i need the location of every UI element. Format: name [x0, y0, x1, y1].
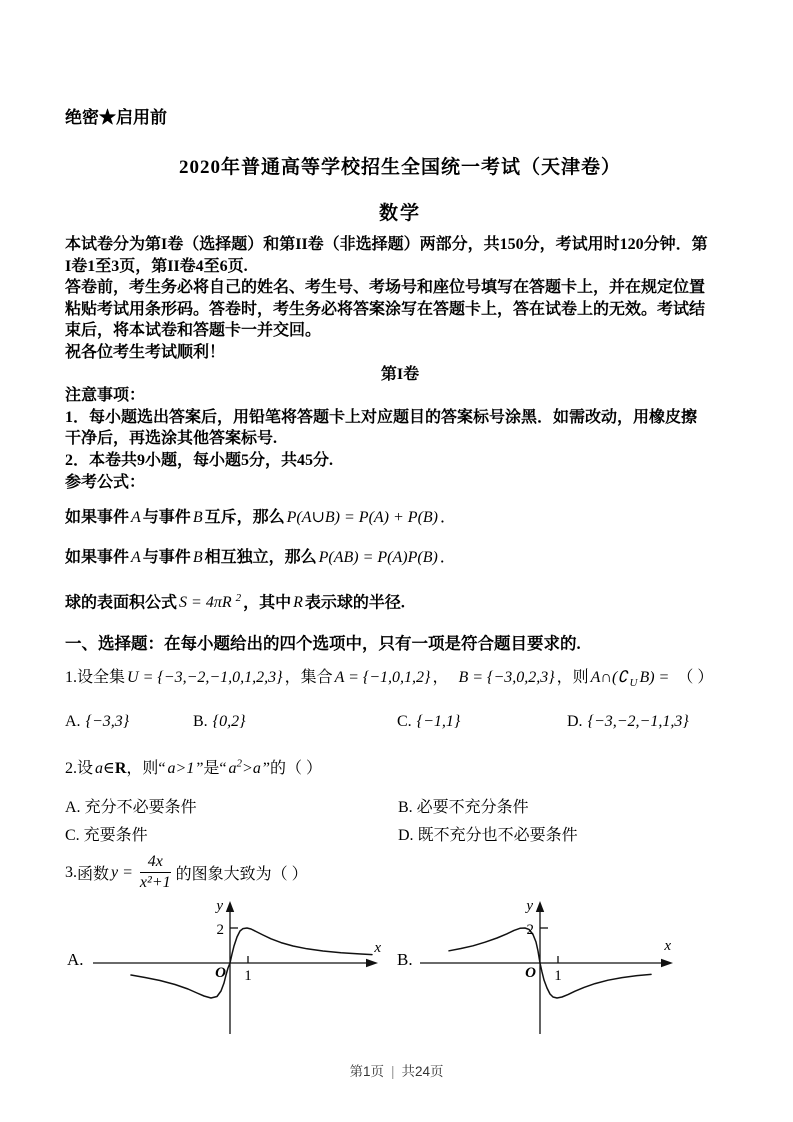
question-text: ，: [432, 669, 449, 687]
origin-label: O: [215, 965, 226, 982]
question-3-graphs: [65, 898, 735, 1040]
formula-text: 如果事件: [65, 549, 130, 567]
note-line-2: 干净后，再选涂其他答案标号.: [65, 430, 278, 448]
set-b: B = {−3,0,2,3}: [458, 669, 555, 687]
complement-subscript: U: [629, 677, 638, 690]
question-text: 设: [77, 759, 94, 777]
set-a: A = {−1,0,1,2}: [334, 669, 431, 687]
condition-2-rest: >a: [242, 759, 261, 777]
formula-text: 如果事件: [65, 509, 130, 527]
x-axis-label: x: [664, 938, 671, 955]
radius-symbol: R: [293, 594, 303, 612]
x-tick-label: 1: [554, 968, 562, 985]
probability-formula: P(AB) = P(A)P(B): [318, 549, 438, 567]
question-1-options: [65, 713, 735, 731]
function-fraction: [137, 853, 174, 893]
multiple-choice-section-title: 一、选择题：在每小题给出的四个选项中，只有一项是符合题目要求的.: [65, 634, 581, 654]
option-value: 充要条件: [83, 826, 148, 844]
option-value: 既不充分也不必要条件: [417, 826, 578, 844]
y-tick-label: 2: [216, 922, 224, 939]
function-lhs: y =: [111, 863, 133, 881]
fraction-numerator: 4x: [140, 853, 171, 873]
question-1: [65, 664, 735, 689]
option-c: [397, 713, 567, 731]
option-label: D.: [398, 826, 414, 844]
intro-line-1: 本试卷分为第I卷（选择题）和第II卷（非选择题）两部分，共150分，考试用时120分钟．第: [65, 236, 708, 253]
exponent: 2: [235, 592, 242, 605]
option-d: [567, 713, 735, 731]
option-label: C.: [65, 826, 80, 844]
option-value: 充分不必要条件: [84, 798, 197, 816]
option-value: {0,2}: [212, 712, 246, 730]
condition-2-exponent: 2: [236, 757, 243, 770]
question-number: 2.: [65, 759, 77, 777]
x-tick-label: 1: [244, 968, 252, 985]
option-value: 必要不充分条件: [416, 798, 529, 816]
formula-sphere-area: [65, 587, 735, 614]
section1-title: 第I卷: [380, 365, 420, 383]
graph-b-figure: [415, 898, 675, 1040]
question-text: ，则: [556, 669, 589, 687]
intro-block: [65, 234, 735, 493]
option-b: [398, 794, 735, 817]
intro-line-5: 束后，将本试卷和答题卡一并交回。: [65, 322, 322, 340]
option-label: B.: [398, 798, 413, 816]
notes-title: 注意事项：: [65, 387, 146, 405]
question-text: ”的（ ）: [262, 759, 322, 777]
intersection-expression: A∩(∁: [590, 669, 628, 687]
formula-independent: [65, 547, 735, 569]
condition-2-base: a: [228, 759, 237, 777]
event-a-symbol: A: [131, 549, 141, 567]
option-label: D.: [567, 712, 583, 730]
formula-mutually-exclusive: [65, 507, 735, 529]
formula-text: 互斥，那么: [204, 509, 285, 527]
real-numbers-symbol: R: [114, 759, 127, 777]
formula-text: 与事件: [142, 509, 191, 527]
option-b: [193, 713, 397, 731]
question-text: 函数: [77, 866, 110, 884]
x-axis-arrow: [661, 959, 673, 968]
question-2: [65, 755, 735, 778]
intro-line-3: 答卷前，考生务必将自己的姓名、考生号、考场号和座位号填写在答题卡上，并在规定位置: [65, 279, 706, 297]
formula-text: 相互独立，那么: [204, 549, 317, 567]
x-axis-arrow: [366, 959, 378, 968]
option-a: [65, 794, 398, 817]
intro-line-6: 祝各位考生考试顺利！: [65, 343, 226, 361]
question-number: 3.: [65, 863, 77, 881]
graph-option-b: [395, 898, 695, 1040]
question-text: 的图象大致为（ ）: [175, 866, 308, 884]
option-a: [65, 713, 193, 731]
sphere-area-formula: S = 4πR: [179, 594, 232, 612]
question-text: 设全集: [77, 669, 126, 687]
formula-text: 球的表面积公式: [65, 594, 178, 612]
intro-line-4: 粘贴考试用条形码。答卷时，考生务必将答案涂写在答题卡上，答在试卷上的无效。考试结: [65, 300, 706, 318]
option-label: A.: [65, 798, 81, 816]
intro-line-2: I卷1至3页，第II卷4至6页.: [65, 257, 248, 275]
option-value: {−1,1}: [416, 712, 461, 730]
graph-a-figure: [85, 898, 385, 1040]
event-b-symbol: B: [192, 509, 203, 527]
current-page: 第1页: [349, 1064, 384, 1079]
graph-option-a: [65, 898, 395, 1040]
probability-formula: P(A∪B) = P(A) + P(B): [286, 509, 438, 527]
y-axis-arrow: [536, 901, 544, 912]
question-2-options: [65, 794, 735, 845]
note-line-1: 1．每小题选出答案后，用铅笔将答题卡上对应题目的答案标号涂黑．如需改动，用橡皮擦: [65, 408, 698, 426]
origin-label: O: [525, 965, 536, 982]
a-in: a∈: [95, 759, 115, 777]
universal-set: U = {−3,−2,−1,0,1,2,3}: [127, 669, 283, 687]
formula-text: 表示球的半径.: [304, 594, 405, 612]
option-label: A.: [65, 712, 81, 730]
page-footer: [0, 1060, 793, 1080]
formula-period: ．: [440, 509, 457, 527]
condition-1: a>1: [167, 759, 195, 777]
fraction-denominator: x²+1: [139, 874, 171, 892]
exam-subject: 数学: [378, 203, 421, 224]
option-label: C.: [397, 712, 412, 730]
question-text: ，集合: [284, 669, 333, 687]
formula-text: 与事件: [142, 549, 191, 567]
y-axis-arrow: [226, 901, 234, 912]
question-text: ”是“: [196, 759, 227, 777]
event-b-symbol: B: [192, 549, 203, 567]
total-pages: 共24页: [401, 1064, 444, 1079]
formula-period: ．: [439, 549, 456, 567]
intersection-expression-end: B) =: [639, 669, 670, 687]
option-value: {−3,−2,−1,1,3}: [587, 712, 689, 730]
y-axis-label: y: [216, 898, 223, 915]
y-tick-label: 2: [526, 922, 534, 939]
option-value: {−3,3}: [85, 712, 130, 730]
formulas-title: 参考公式：: [65, 473, 146, 491]
formula-text: ，其中: [243, 594, 292, 612]
option-d: [398, 822, 735, 845]
option-label: B.: [193, 712, 208, 730]
answer-blank: （ ）: [677, 669, 714, 687]
question-number: 1.: [65, 669, 77, 687]
graph-b-label: B.: [397, 950, 413, 970]
y-axis-label: y: [526, 898, 533, 915]
footer-separator: |: [390, 1064, 395, 1079]
option-c: [65, 822, 398, 845]
exam-title: 2020年普通高等学校招生全国统一考试（天津卷）: [178, 157, 621, 178]
note-line-3: 2．本卷共9小题，每小题5分，共45分.: [65, 451, 334, 469]
question-text: ，则“: [126, 759, 166, 777]
event-a-symbol: A: [131, 509, 141, 527]
x-axis-label: x: [374, 940, 381, 957]
security-marking: 绝密★启用前: [65, 108, 167, 127]
graph-a-label: A.: [67, 950, 84, 970]
question-3: [65, 853, 735, 893]
